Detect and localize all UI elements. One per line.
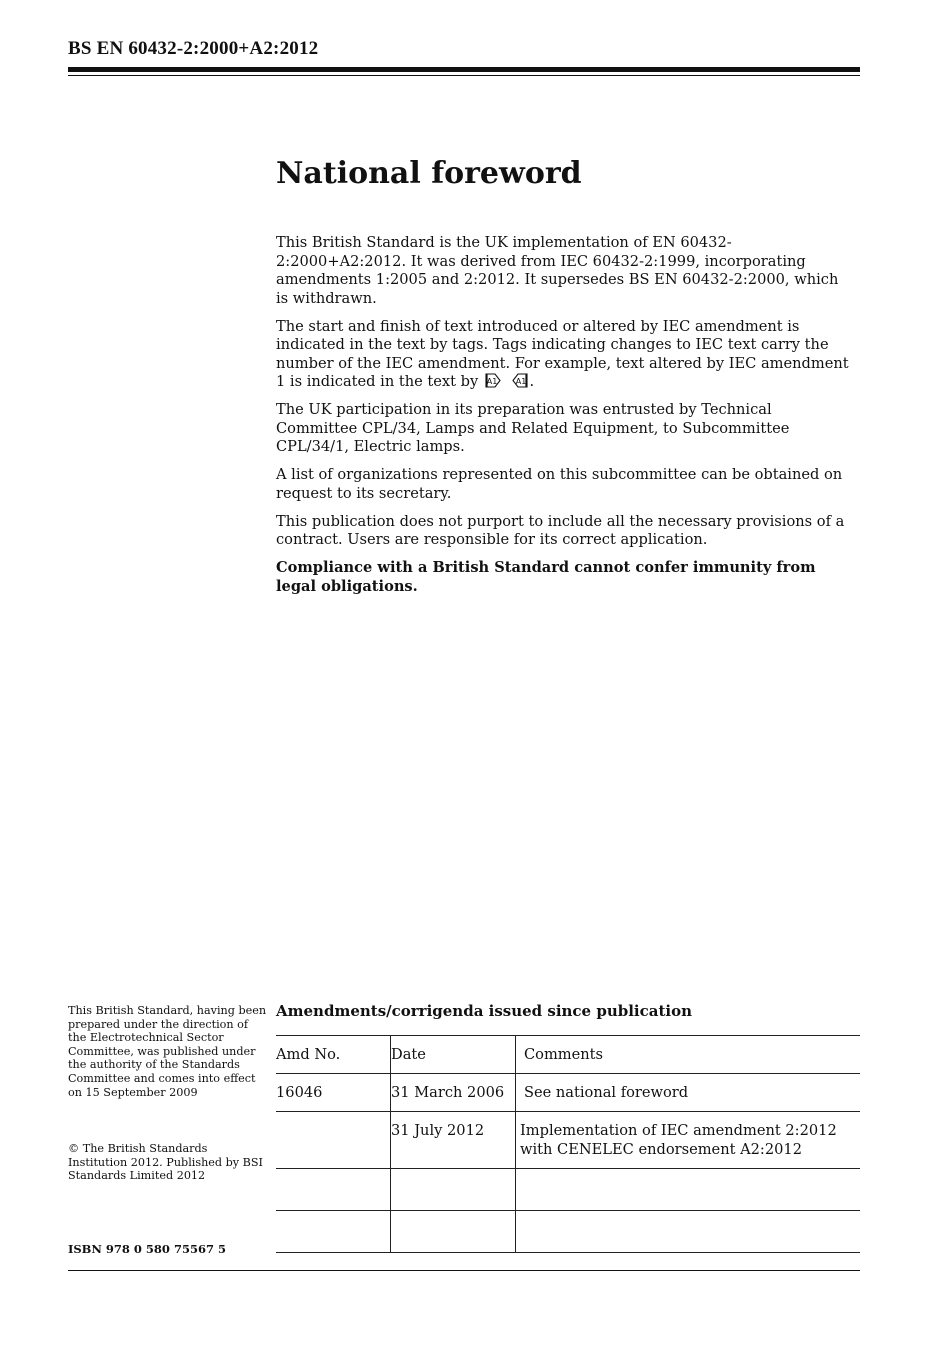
amendment-end-tag-label: A1 (515, 377, 526, 386)
date-cell (391, 1211, 516, 1253)
amendment-start-tag-icon (485, 373, 502, 388)
foreword-paragraph-3: The UK participation in its preparation was entrusted by Technical Committee CPL/34, Lamps and Related Equipment, to Subcommittee CPL/34/1, Electric lamps. (276, 401, 790, 455)
header-rule-thin (68, 75, 860, 76)
foreword-paragraph-2 (276, 318, 852, 392)
column-header-date: Date (391, 1036, 516, 1074)
table-row (276, 1211, 860, 1253)
date-cell: 31 July 2012 (391, 1112, 516, 1169)
foreword-paragraph-2-text: The start and finish of text introduced or altered by IEC amendment is indicated in the text by tags. Tags indicating changes to IEC text carry the number of the IEC amendment. For example, text altered by IEC amendment 1 is indicated in the text by (276, 317, 849, 390)
foreword-paragraph-2-end: . (529, 373, 535, 390)
isbn: ISBN 978 0 580 75567 5 (68, 1242, 226, 1256)
column-header-comments: Comments (516, 1036, 861, 1074)
copyright-notice: © The British Standards Institution 2012. Published by BSI Standards Limited 2012 (68, 1142, 263, 1183)
publication-note (68, 1004, 268, 1099)
table-header-row (276, 1036, 860, 1074)
amendments-table (276, 1035, 860, 1253)
date-cell (391, 1169, 516, 1211)
comment-cell (516, 1169, 861, 1211)
publication-note-text: This British Standard, having been prepared under the direction of the Electrotechnical Sector Committee, was published under the authority of the Standards Committee and comes into effect on 15 September 2009 (68, 1004, 267, 1099)
amd-number-cell (276, 1169, 391, 1211)
comment-cell (516, 1211, 861, 1253)
amd-number-cell: 16046 (276, 1074, 391, 1112)
foreword-paragraph-1: This British Standard is the UK implementation of EN 60432-2:2000+A2:2012. It was derived from IEC 60432-2:1999, incorporating amendments 1:2005 and 2:2012. It supersedes BS EN 60432-2:2000, which is withdrawn. (276, 234, 839, 307)
amendments-heading: Amendments/corrigenda issued since publication (276, 1002, 692, 1020)
comment-cell: Implementation of IEC amendment 2:2012 with CENELEC endorsement A2:2012 (516, 1112, 861, 1169)
amendment-start-tag-label: A1 (486, 377, 498, 386)
amendment-end-tag-icon (511, 373, 528, 388)
page-title: National foreword (276, 156, 582, 191)
document-id: BS EN 60432-2:2000+A2:2012 (68, 38, 319, 59)
table-row (276, 1112, 860, 1169)
amd-number-cell (276, 1112, 391, 1169)
compliance-statement: Compliance with a British Standard cannot confer immunity from legal obligations. (276, 559, 816, 595)
comment-cell: See national foreword (516, 1074, 861, 1112)
amd-number-cell (276, 1211, 391, 1253)
column-header-amd-no: Amd No. (276, 1036, 391, 1074)
date-cell: 31 March 2006 (391, 1074, 516, 1112)
foreword-body (276, 234, 852, 606)
foreword-paragraph-5: This publication does not purport to include all the necessary provisions of a contract. Users are responsible for its correct application. (276, 512, 845, 548)
header-rule-thick (68, 67, 860, 72)
table-row (276, 1169, 860, 1211)
footer-rule (68, 1270, 860, 1271)
foreword-paragraph-4: A list of organizations represented on this subcommittee can be obtained on request to its secretary. (276, 466, 843, 502)
table-row (276, 1074, 860, 1112)
